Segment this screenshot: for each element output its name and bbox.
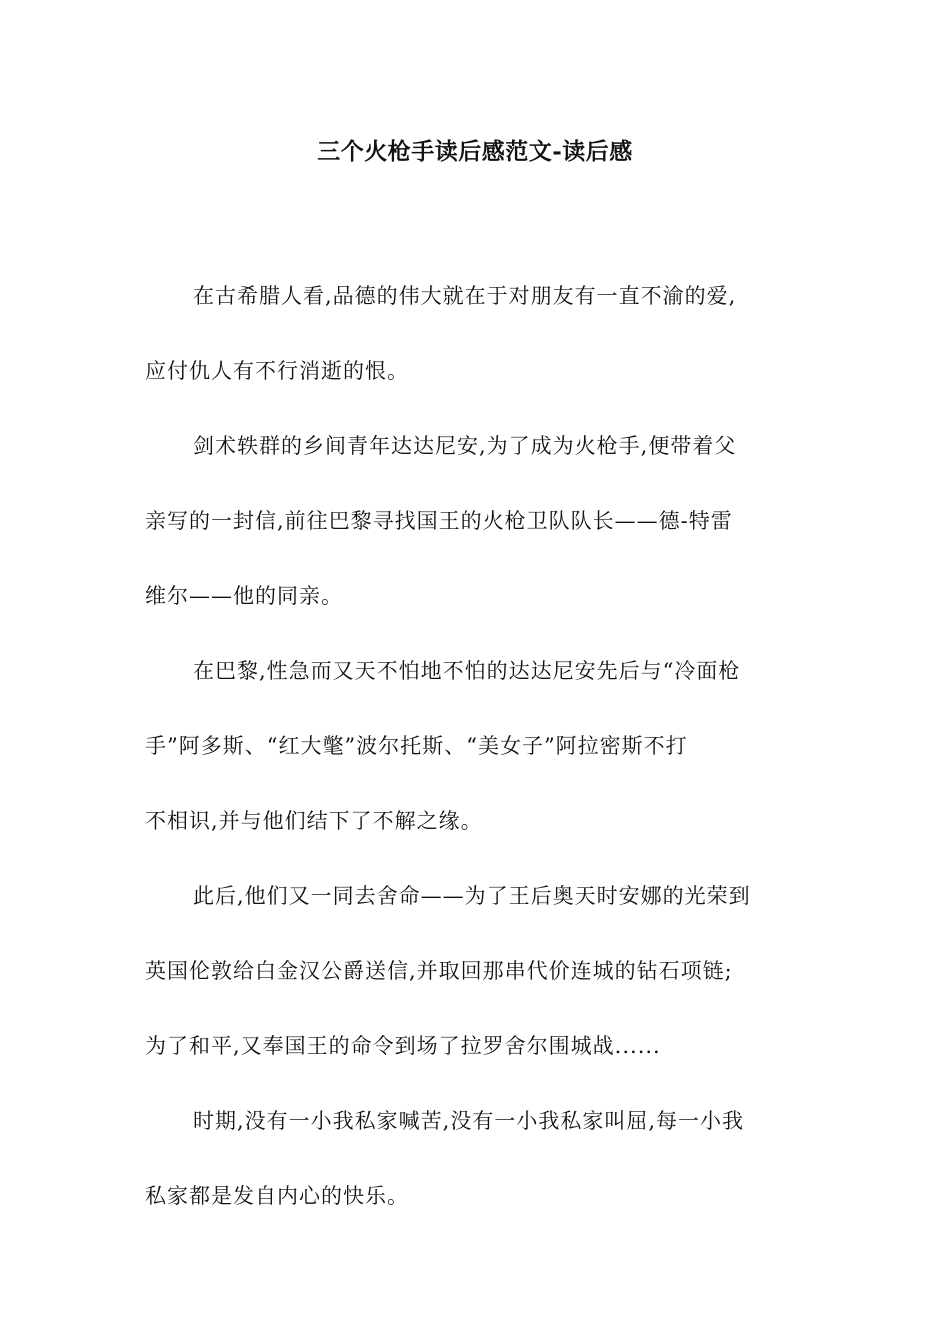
paragraph-line: 在巴黎,性急而又天不怕地不怕的达达尼安先后与“冷面枪 [193,659,741,683]
paragraph-line: 剑术轶群的乡间青年达达尼安,为了成为火枪手,便带着父 [193,434,737,458]
paragraph-4 [145,859,810,1084]
paragraph-line: 为了和平,又奉国王的命令到场了拉罗舍尔围城战...... [145,1034,661,1058]
paragraph-5 [145,1084,810,1234]
paragraph-3 [145,634,810,859]
paragraph-1 [145,259,810,409]
paragraph-2 [145,409,810,634]
document-body [145,259,810,1234]
paragraph-line: 不相识,并与他们结下了不解之缘。 [145,809,483,833]
paragraph-line: 私家都是发自内心的快乐。 [145,1184,409,1208]
paragraph-line: 英国伦敦给白金汉公爵送信,并取回那串代价连城的钻石项链; [145,959,733,983]
document-title: 三个火枪手读后感范文-读后感 [317,138,633,165]
paragraph-line: 手”阿多斯、“红大氅”波尔托斯、“美女子”阿拉密斯不打 [145,734,688,758]
paragraph-line: 此后,他们又一同去舍命——为了王后奥天时安娜的光荣到 [193,884,751,908]
paragraph-line: 应付仇人有不行消逝的恨。 [145,359,409,383]
paragraph-line: 时期,没有一小我私家喊苦,没有一小我私家叫屈,每一小我 [193,1109,745,1133]
paragraph-line: 维尔——他的同亲。 [145,584,343,608]
paragraph-line: 在古希腊人看,品德的伟大就在于对朋友有一直不渝的爱, [193,284,737,308]
paragraph-line: 亲写的一封信,前往巴黎寻找国王的火枪卫队队长——德-特雷 [145,509,733,533]
